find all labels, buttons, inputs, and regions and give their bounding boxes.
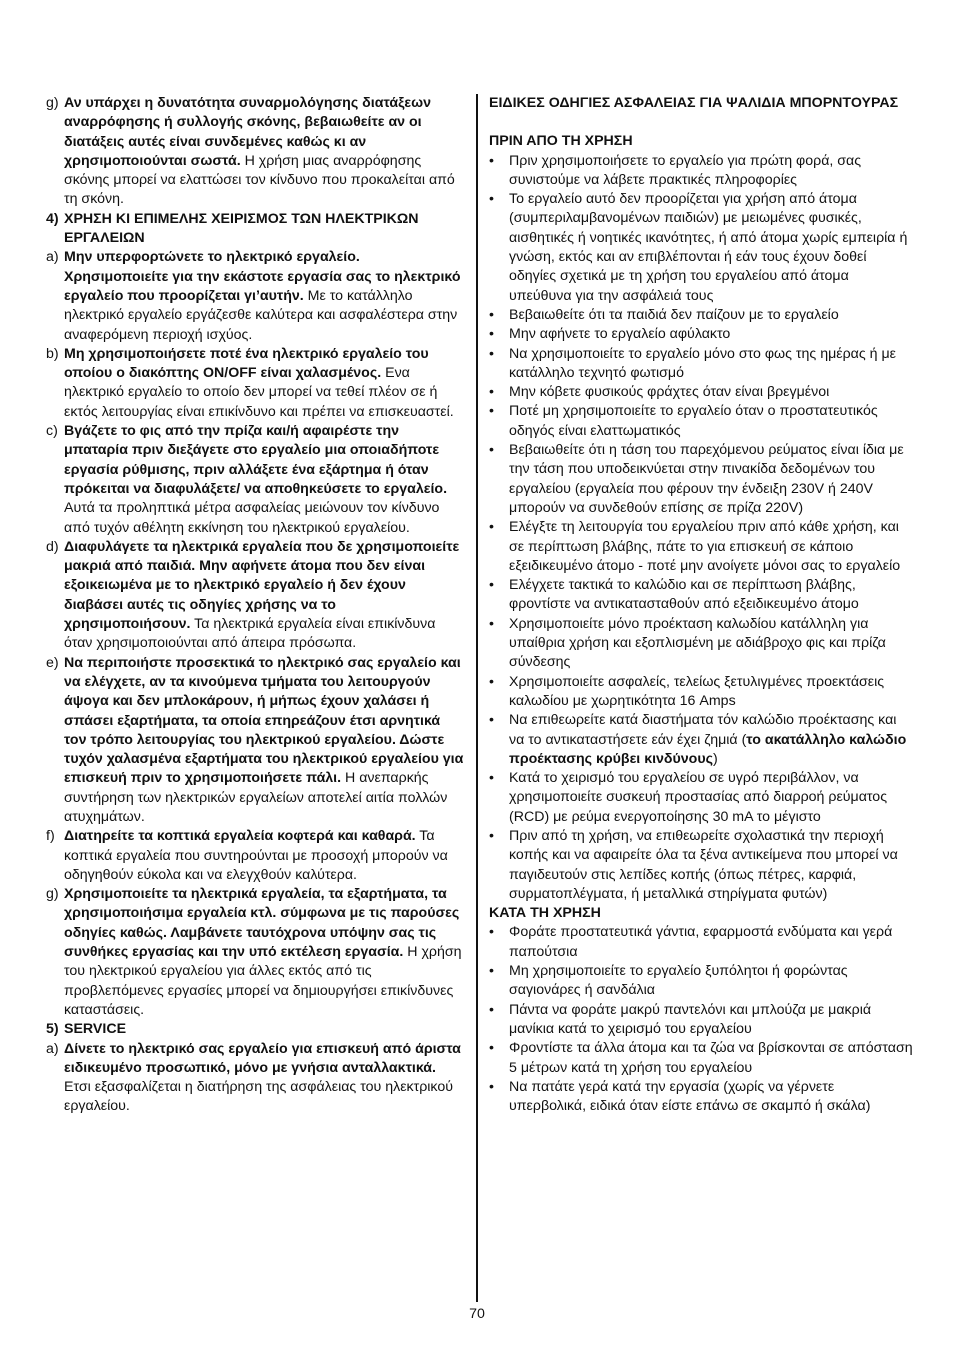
bullet-text: Ελέγχετε τακτικά το καλώδιο και σε περίπτωση βλάβης, φροντίστε να αντικατασταθούν από εξειδικευμένο άτομο bbox=[509, 577, 859, 613]
bullet-marker: • bbox=[489, 963, 494, 980]
item-text: Η χρήση μιας αναρρόφησης σκόνης μπορεί να ελαττώσει τον κίνδυνο που προκαλείται από τη σκόνη. bbox=[64, 152, 455, 208]
item-marker: c) bbox=[46, 423, 58, 440]
instruction-item bbox=[46, 885, 464, 1020]
bullet-text: Πάντα να φοράτε μακρύ παντελόνι και μπλούζα με μακριά μανίκια κατά το χειρισμό του εργαλείου bbox=[509, 1001, 872, 1037]
bullet-marker: • bbox=[489, 1078, 494, 1095]
item-text: Η χρήση του ηλεκτρικού εργαλείου για άλλες εκτός από τις προβλεπόμενες εργασίες μπορεί να δημιουργήσει επικίνδυνες καταστάσεις. bbox=[64, 944, 462, 1018]
item-text: Τα ηλεκτρικά εργαλεία είναι επικίνδυνα όταν χρησιμοποιούνται από άπειρα πρόσωπα. bbox=[64, 616, 436, 652]
bullet-text: Ποτέ μη χρησιμοποιείτε το εργαλείο όταν ο προστατευτικός οδηγός είναι ελαττωματικός bbox=[509, 403, 878, 439]
bullet-marker: • bbox=[489, 442, 494, 459]
instruction-item bbox=[46, 538, 464, 654]
bullet-item bbox=[489, 383, 913, 402]
column-divider bbox=[476, 94, 478, 1302]
bullet-text: Το εργαλείο αυτό δεν προορίζεται για χρήση από άτομα (συμπεριλαμβανομένων παιδιών) με μειωμένες φυσικές, αισθητικές ή νοητικές ικανότητες, ή από άτομα χωρίς εμπειρία ή γνώση, εκτός και αν επιβλέπονται ή εάν τους έχουν δοθεί οδηγίες σχετικά με τη χρήση του εργαλείου από άτομα υπεύθυνα για την ασφάλειά τους bbox=[509, 191, 908, 304]
item-bold-text: Δίνετε το ηλεκτρικό σας εργαλείο για επισκευή από άριστα ειδικευμένο προσωπικό, μόνο με γνήσια ανταλλακτικά. bbox=[64, 1040, 461, 1076]
item-marker: d) bbox=[46, 538, 59, 555]
bullet-marker: • bbox=[489, 306, 494, 323]
bullet-text: Χρησιμοποιείτε ασφαλείς, τελείως ξετυλιγμένες προεκτάσεις καλωδίου με χωρητικότητα 16 Amps bbox=[509, 673, 885, 709]
bullet-marker: • bbox=[489, 152, 494, 169]
item-text: Η ανεπαρκής συντήρηση των ηλεκτρικών εργαλείων αποτελεί αιτία πολλών ατυχημάτων. bbox=[64, 770, 448, 825]
item-bold-text: Να περιποιήστε προσεκτικά το ηλεκτρικό σας εργαλείο και να ελέγχετε, αν τα κινούμενα τμήματα του λειτουργούν άψογα και δεν μπλοκάρουν, ή μήπως έχουν χαλάσει ή σπάσει εξαρτήματα, τα οποία επηρεάζουν έτσι αρνητικά τον τρόπο λειτουργίας του ηλεκτρικού εργαλείου. Δώστε τυχόν χαλασμένα εξαρτήματα του ηλεκτρικού εργαλείου για επισκευή πριν το χρησιμοποιήσετε πάλι. bbox=[64, 654, 464, 787]
item-text: Ενα ηλεκτρικό εργαλείο το οποίο δεν μπορεί να τεθεί πλέον σε ή εκτός λειτουργίας είναι επικίνδυνο και πρέπει να επισκευαστεί. bbox=[64, 365, 454, 420]
bullet-item bbox=[489, 1001, 913, 1040]
instruction-item bbox=[46, 248, 464, 344]
bullet-text-tail: ) bbox=[713, 750, 718, 767]
bullet-item bbox=[489, 441, 913, 518]
bullet-bold-text: το ακατάλληλο καλώδιο προέκτασης κρύβει κινδύνους bbox=[509, 731, 907, 767]
item-bold-text: Μην υπερφορτώνετε το ηλεκτρικό εργαλείο. Χρησιμοποιείτε για την εκάστοτε εργασία σας το ηλεκτρικό εργαλείο που προορίζεται γι’αυτήν. bbox=[64, 249, 461, 304]
bullet-marker: • bbox=[489, 615, 494, 632]
bullet-item bbox=[489, 962, 913, 1001]
bullet-text: Πριν από τη χρήση, να επιθεωρείτε σχολαστικά την περιοχή κοπής και να αφαιρείτε όλα τα ξένα αντικείμενα που μπορεί να παγιδευτούν στις λεπίδες κοπής (όπως πέτρες, καρφιά, συρματοπλέγματα, ή μεταλλικά στηρίγματα φυτών) bbox=[509, 827, 898, 902]
bullet-text: Πριν χρησιμοποιήσετε το εργαλείο για πρώτη φορά, σας συνιστούμε να λάβετε πρακτικές πληροφορίες bbox=[509, 152, 862, 188]
bullet-marker: • bbox=[489, 712, 494, 729]
item-bold-text: Χρησιμοποιείτε τα ηλεκτρικά εργαλεία, τα εξαρτήματα, τα χρησιμοποιήσιμα εργαλεία κτλ. σύμφωνα με τις παρούσες οδηγίες καθώς. Λαμβάνετε ταυτόχρονα υπόψην σας τις συνθήκες εργασίας και την υπό εκτέλεση εργασία. bbox=[64, 886, 460, 961]
bullet-marker: • bbox=[489, 577, 494, 594]
section-heading-text: ΧΡΗΣΗ ΚΙ ΕΠΙΜΕΛΗΣ ΧΕΙΡΙΣΜΟΣ ΤΩΝ ΗΛΕΚΤΡΙΚΩΝ ΕΡΓΑΛΕΙΩΝ bbox=[64, 210, 419, 247]
item-text: Τα κοπτικά εργαλεία που συντηρούνται με προσοχή μπορούν να οδηγηθούν εύκολα και να ελεγχθούν καλύτερα. bbox=[64, 828, 448, 883]
item-marker: g) bbox=[46, 95, 59, 111]
section-heading bbox=[46, 1020, 464, 1039]
right-column bbox=[489, 94, 913, 1116]
bullet-marker: • bbox=[489, 326, 494, 343]
bullet-marker: • bbox=[489, 191, 494, 208]
bullet-item bbox=[489, 615, 913, 673]
bullet-text: Βεβαιωθείτε ότι τα παιδιά δεν παίζουν με το εργαλείο bbox=[509, 306, 839, 323]
item-bold-text: Μη χρησιμοποιήσετε ποτέ ένα ηλεκτρικό εργαλείο του οποίου ο διακόπτης ON/OFF είναι χαλασμένος. bbox=[64, 345, 429, 382]
bullet-marker: • bbox=[489, 384, 494, 401]
item-text: Αυτά τα προληπτικά μέτρα ασφαλείας μειώνουν τον κίνδυνο από τυχόν αθέλητη εκκίνηση του ηλεκτρικού εργαλείου. bbox=[64, 500, 440, 536]
bullet-text: Να πατάτε γερά κατά την εργασία (χωρίς να γέρνετε υπερβολικά, ειδικά όταν είστε επάνω σε σκαμπό ή σκάλα) bbox=[509, 1078, 871, 1115]
item-bold-text: Διατηρείτε τα κοπτικά εργαλεία κοφτερά και καθαρά. bbox=[64, 828, 416, 845]
left-column bbox=[46, 94, 464, 1117]
item-bold-text: Βγάζετε το φις από την πρίζα και/ή αφαιρέστε την μπαταρία πριν διεξάγετε στο εργαλείο μια οποιαδήποτε εργασία ρύθμισης, πριν αλλάξετε ένα εξάρτημα ή όταν πρόκειται να διαφυλάξετε/ να αποθηκεύσετε το εργαλείο. bbox=[64, 423, 448, 497]
item-text: Ετσι εξασφαλίζεται η διατήρηση της ασφάλειας του ηλεκτρικού εργαλείου. bbox=[64, 1079, 454, 1115]
instruction-item bbox=[46, 1040, 464, 1117]
bullet-marker: • bbox=[489, 519, 494, 536]
bullet-marker: • bbox=[489, 924, 494, 941]
item-bold-text: Διαφυλάγετε τα ηλεκτρικά εργαλεία που δε χρησιμοποιείτε μακριά από παιδιά. Μην αφήνετε άτομα που δεν είναι εξοικειωμένα με το ηλεκτρικό εργαλείο ή δεν έχουν διαβάσει αυτές τις οδηγίες χρήσης να το χρησιμοποιήσουν. bbox=[64, 538, 460, 633]
instruction-item bbox=[46, 345, 464, 422]
bullet-text: Φοράτε προστατευτικά γάντια, εφαρμοστά ενδύματα και γερά παπούτσια bbox=[509, 924, 893, 960]
bullet-marker: • bbox=[489, 770, 494, 787]
bullet-item bbox=[489, 576, 913, 615]
bullet-marker: • bbox=[489, 1001, 494, 1018]
bullet-text: Κατά το χειρισμό του εργαλείου σε υγρό περιβάλλον, να χρησιμοποιείτε συσκευή προστασίας από διαρροή ρεύματος (RCD) με ρεύμα ενεργοποίησης 30 mA το μέγιστο bbox=[509, 770, 888, 825]
bullet-item bbox=[489, 325, 913, 344]
instruction-item bbox=[46, 654, 464, 828]
item-marker: f) bbox=[46, 828, 55, 845]
bullet-item bbox=[489, 345, 913, 384]
item-marker: a) bbox=[46, 249, 59, 266]
bullet-item bbox=[489, 673, 913, 712]
section-heading: ΠΡΙΝ ΑΠΟ ΤΗ ΧΡΗΣΗ bbox=[489, 133, 633, 150]
section-heading: ΕΙΔΙΚΕΣ ΟΔΗΓΙΕΣ ΑΣΦΑΛΕΙΑΣ ΓΙΑ ΨΑΛΙΔΙΑ ΜΠΟΡΝΤΟΥΡΑΣ bbox=[489, 95, 899, 111]
bullet-item bbox=[489, 923, 913, 962]
bullet-text: Μην αφήνετε το εργαλείο αφύλακτο bbox=[509, 326, 731, 343]
item-marker: g) bbox=[46, 886, 59, 903]
bullet-item bbox=[489, 190, 913, 306]
bullet-item bbox=[489, 402, 913, 441]
bullet-text: Ελέγξτε τη λειτουργία του εργαλείου πριν από κάθε χρήση, και σε περίπτωση βλάβης, πάτε το για επισκευή σε κάποιο εξειδικευμένο άτομο - ποτέ μην ανοίγετε μόνοι σας το εργαλείο bbox=[509, 519, 901, 574]
bullet-item bbox=[489, 711, 913, 769]
bullet-marker: • bbox=[489, 403, 494, 420]
bullet-text: Χρησιμοποιείτε μόνο προέκταση καλωδίου κατάλληλη για υπαίθρια χρήση και εξοπλισμένη με αδιάβροχο φις και πρίζα σύνδεσης bbox=[509, 615, 886, 671]
bullet-marker: • bbox=[489, 673, 494, 690]
bullet-text: Να χρησιμοποιείτε το εργαλείο μόνο στο φως της ημέρας ή με κατάλληλο τεχνητό φωτισμό bbox=[509, 345, 896, 381]
bullet-text: Να επιθεωρείτε κατά διαστήματα τόν καλώδιο προέκτασης και να το αντικαταστήσετε εάν έχει ζημιά ( bbox=[509, 712, 897, 748]
bullet-marker: • bbox=[489, 1040, 494, 1057]
bullet-item bbox=[489, 306, 913, 325]
page-number: 70 bbox=[469, 1306, 485, 1322]
bullet-text: Μην κόβετε φυσικούς φράχτες όταν είναι βρεγμένοι bbox=[509, 384, 830, 401]
section-heading-text: SERVICE bbox=[64, 1021, 127, 1038]
bullet-item bbox=[489, 1078, 913, 1117]
section-number: 4) bbox=[46, 210, 59, 227]
bullet-item bbox=[489, 769, 913, 827]
bullet-text: Μη χρησιμοποιείτε το εργαλείο ξυπόλητοι ή φορώντας σαγιονάρες ή σανδάλια bbox=[509, 963, 848, 999]
item-bold-text: Αν υπάρχει η δυνατότητα συναρμολόγησης διατάξεων αναρρόφησης ή συλλογής σκόνης, βεβαιωθείτε αν οι διατάξεις αυτές είναι συνδεμένες καθώς κι αν χρησιμοποιούνται σωστά. bbox=[64, 95, 432, 169]
item-marker: a) bbox=[46, 1040, 59, 1057]
instruction-item bbox=[46, 422, 464, 538]
item-text: Με το κατάλληλο ηλεκτρικό εργαλείο εργάζεσθε καλύτερα και ασφαλέστερα στην αναφερόμενη περιοχή ισχύος. bbox=[64, 287, 458, 343]
bullet-item bbox=[489, 1039, 913, 1078]
item-marker: b) bbox=[46, 345, 59, 362]
section-heading: ΚΑΤΑ ΤΗ ΧΡΗΣΗ bbox=[489, 905, 601, 922]
bullet-item bbox=[489, 518, 913, 576]
bullet-text: Βεβαιωθείτε ότι η τάση του παρεχόμενου ρεύματος είναι ίδια με την τάση που υποδεικνύεται στην πινακίδα δεδομένων του εργαλείου (εργαλεία που φέρουν την ένδειξη 230V ή 240V μπορούν να συνδεθούν επίσης σε πρίζα 220V) bbox=[509, 442, 904, 516]
instruction-item bbox=[46, 827, 464, 885]
section-heading bbox=[46, 210, 464, 249]
instruction-item bbox=[46, 94, 464, 210]
bullet-item bbox=[489, 827, 913, 904]
item-marker: e) bbox=[46, 654, 59, 671]
bullet-marker: • bbox=[489, 827, 494, 844]
bullet-item bbox=[489, 152, 913, 191]
section-number: 5) bbox=[46, 1021, 59, 1038]
bullet-marker: • bbox=[489, 345, 494, 362]
bullet-text: Φροντίστε τα άλλα άτομα και τα ζώα να βρίσκονται σε απόσταση 5 μέτρων κατά τη χρήση του εργαλείου bbox=[509, 1040, 913, 1076]
